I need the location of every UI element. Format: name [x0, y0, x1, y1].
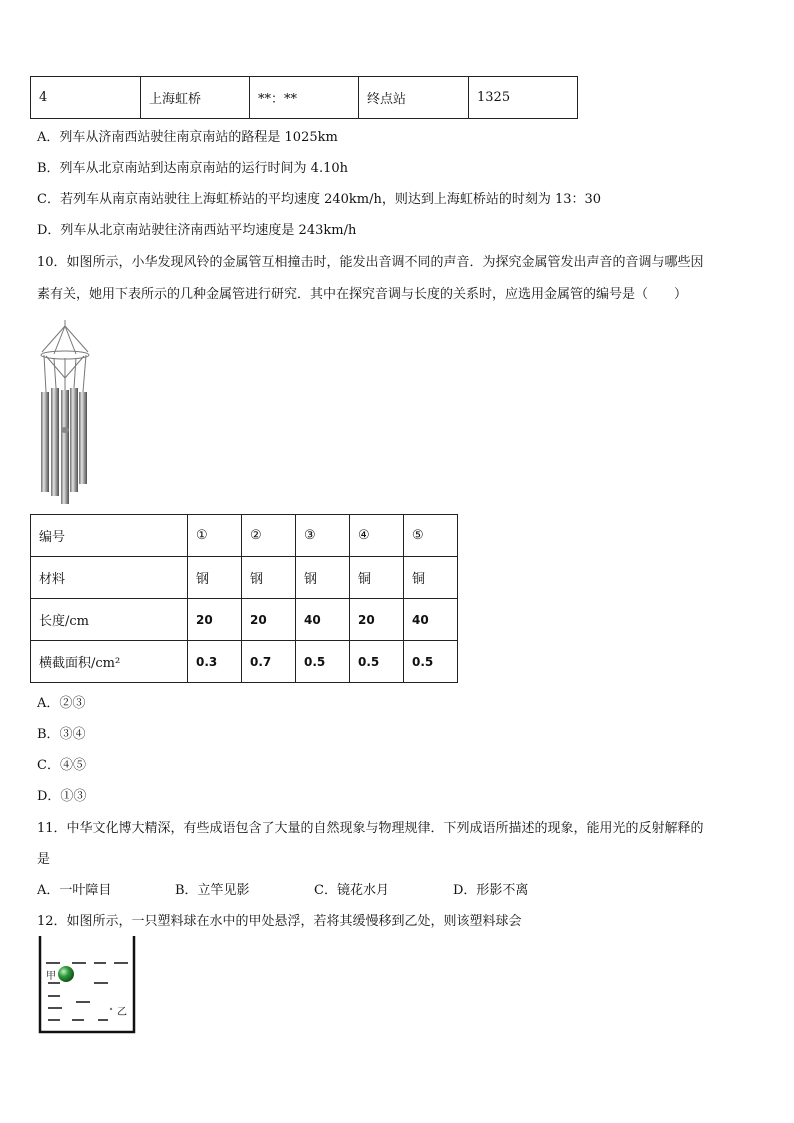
table-cell: 钢 [188, 557, 242, 599]
train-schedule-table [30, 76, 578, 119]
q9-option-a: A．列车从济南西站驶往南京南站的路程是 1025km [37, 130, 338, 145]
table-header-cell: ⑤ [404, 515, 458, 557]
table-cell: 40 [404, 599, 458, 641]
table-header-cell: 编号 [31, 515, 188, 557]
q11-option-d: D．形影不离 [453, 883, 529, 898]
q11-text-line2: 是 [37, 852, 51, 867]
table-cell: 20 [188, 599, 242, 641]
water-container-drawing [38, 936, 136, 1034]
q10-option-c: C．④⑤ [37, 758, 86, 773]
table-cell: 0.7 [242, 641, 296, 683]
table-header-cell: ① [188, 515, 242, 557]
table-cell: **：** [250, 77, 359, 119]
q9-option-c: C．若列车从南京南站驶往上海虹桥站的平均速度 240km/h，则达到上海虹桥站的时刻为 13：30 [37, 192, 602, 207]
q12-text-line1: 12．如图所示，一只塑料球在水中的甲处悬浮，若将其缓慢移到乙处，则该塑料球会 [37, 914, 522, 929]
q10-option-a: A．②③ [37, 696, 86, 711]
q9-option-d: D．列车从北京南站驶往济南西站平均速度是 243km/h [37, 223, 357, 238]
table-row [31, 515, 458, 557]
q10-option-b: B．③④ [37, 727, 86, 742]
table-cell: 横截面积/cm² [31, 641, 188, 683]
q10-text-line1: 10．如图所示，小华发现风铃的金属管互相撞击时，能发出音调不同的声音．为探究金属管发出声音的音调与哪些因 [37, 255, 704, 270]
table-cell: 上海虹桥 [141, 77, 250, 119]
table-cell: 终点站 [359, 77, 469, 119]
label-yi: 乙 [117, 1007, 127, 1018]
table-header-cell: ④ [350, 515, 404, 557]
plastic-ball [58, 966, 74, 982]
table-row [31, 641, 458, 683]
label-jia: 甲 [46, 971, 56, 982]
q9-option-b: B．列车从北京南站到达南京南站的运行时间为 4.10h [37, 161, 349, 176]
table-cell: 1325 [469, 77, 578, 119]
table-header-cell: ③ [296, 515, 350, 557]
water-container-figure [38, 936, 136, 1034]
table-cell: 0.3 [188, 641, 242, 683]
table-cell: 铜 [404, 557, 458, 599]
table-cell: 材料 [31, 557, 188, 599]
table-cell: 0.5 [296, 641, 350, 683]
table-header-cell: ② [242, 515, 296, 557]
table-row [31, 77, 578, 119]
table-cell: 40 [296, 599, 350, 641]
table-cell: 铜 [350, 557, 404, 599]
table-row [31, 557, 458, 599]
table-cell: 钢 [242, 557, 296, 599]
q10-option-d: D．①③ [37, 789, 87, 804]
q11-text-line1: 11．中华文化博大精深，有些成语包含了大量的自然现象与物理规律．下列成语所描述的现象，能用光的反射解释的 [37, 821, 704, 836]
table-cell: 20 [350, 599, 404, 641]
table-row [31, 599, 458, 641]
table-cell: 20 [242, 599, 296, 641]
q10-text-line2: 素有关，她用下表所示的几种金属管进行研究．其中在探究音调与长度的关系时，应选用金属管的编号是（ ） [37, 287, 688, 302]
table-cell: 4 [31, 77, 141, 119]
metal-tube-table [30, 514, 458, 683]
q11-option-c: C．镜花水月 [314, 883, 389, 898]
q11-option-b: B．立竿见影 [175, 883, 250, 898]
q11-option-a: A．一叶障目 [37, 883, 112, 898]
table-cell: 长度/cm [31, 599, 188, 641]
wind-chime-illustration [36, 318, 94, 504]
table-cell: 0.5 [350, 641, 404, 683]
table-cell: 0.5 [404, 641, 458, 683]
table-cell: 钢 [296, 557, 350, 599]
